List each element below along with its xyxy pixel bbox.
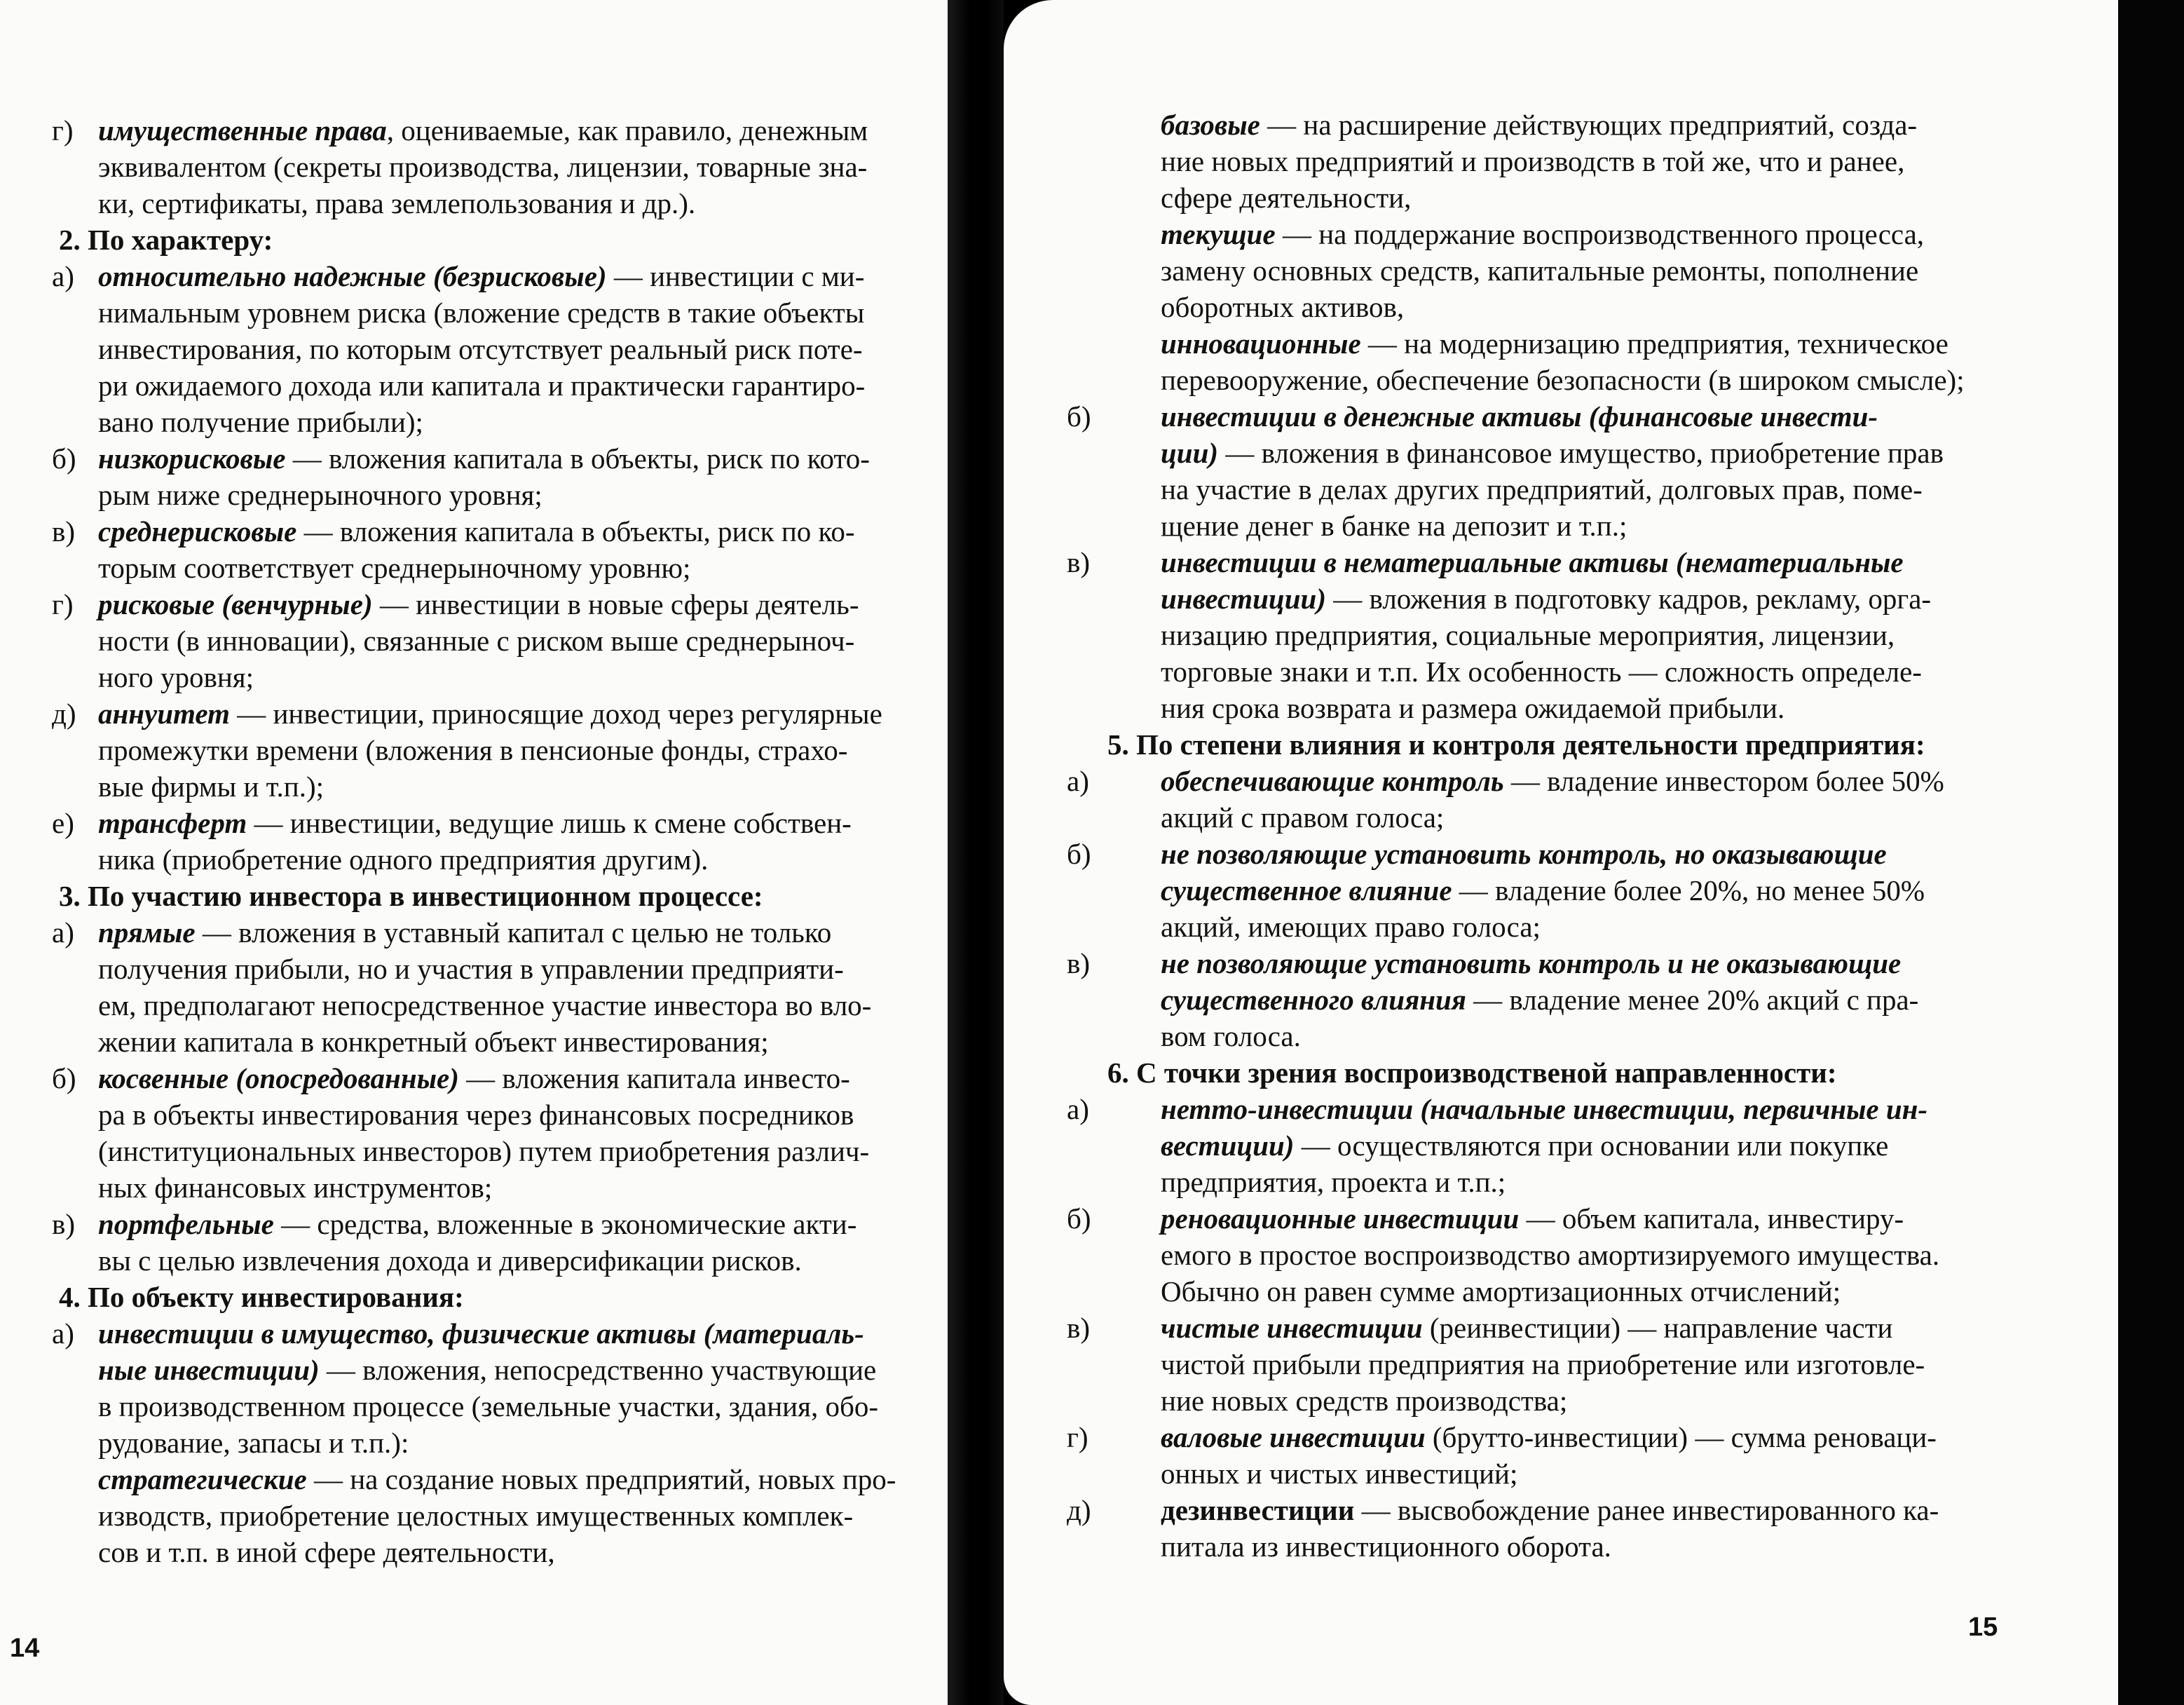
line-text: ние новых предприятий и производств в той же, что и ранее,: [1161, 145, 1905, 177]
text-line: [1067, 1419, 2005, 1455]
text-line: [45, 149, 948, 185]
line-text: сов и т.п. в иной сфере деятельности,: [98, 1536, 555, 1568]
text-line: [45, 1497, 948, 1534]
line-text: — вложения капитала в объекты, риск по ко-: [296, 515, 855, 548]
emphasized-term: ции): [1161, 437, 1219, 469]
list-marker: г): [1067, 1421, 1088, 1453]
text-line: [1107, 653, 2005, 690]
text-line: [1107, 872, 2005, 909]
list-marker: в): [1067, 947, 1091, 979]
emphasized-term: нетто-инвестиции (начальные инвестиции, первичные ин-: [1161, 1093, 1928, 1125]
right-page-text: [1067, 107, 2005, 1565]
text-line: [1067, 1492, 2005, 1528]
text-line: [45, 586, 948, 623]
text-line: [45, 768, 948, 805]
text-line: [1107, 1018, 2005, 1054]
emphasized-term: обеспечивающие контроль: [1161, 765, 1504, 797]
list-marker: а): [52, 1317, 74, 1350]
text-line: [45, 805, 948, 841]
text-line: [45, 1024, 948, 1060]
text-line: [45, 659, 948, 695]
line-text: Обычно он равен сумме амортизационных отчислений;: [1161, 1275, 1841, 1307]
line-text: акций с правом голоса;: [1161, 801, 1445, 834]
line-text: — вложения капитала в объекты, риск по кото-: [285, 442, 870, 475]
text-line: [45, 1206, 948, 1242]
line-text: — на модернизацию предприятия, техническое: [1360, 327, 1948, 360]
list-marker: в): [1067, 1312, 1091, 1344]
text-line: [1107, 143, 2005, 179]
line-text: эквивалентом (секреты производства, лицензии, товарные зна-: [98, 151, 868, 183]
text-line: [1107, 690, 2005, 726]
line-text: , оцениваемые, как правило, денежным: [386, 114, 868, 147]
line-text: перевооружение, обеспечение безопасности (в широком смысле);: [1161, 364, 1965, 396]
line-text: предприятия, проекта и т.п.;: [1161, 1166, 1506, 1198]
line-text: емого в простое воспроизводство амортизируемого имущества.: [1161, 1239, 1940, 1271]
book-gutter: [948, 0, 1004, 1705]
text-line: [1107, 799, 2005, 836]
text-line: [45, 1352, 948, 1388]
text-line: [1107, 1164, 2005, 1200]
emphasized-term: существенное влияние: [1161, 874, 1452, 906]
emphasized-term: среднерисковые: [98, 515, 297, 548]
emphasized-term: реновационные инвестиции: [1161, 1202, 1520, 1235]
list-marker: д): [52, 698, 76, 730]
line-text: рым ниже среднерыночного уровня;: [98, 479, 542, 511]
text-line: [1067, 544, 2005, 580]
text-line: [1107, 216, 2005, 252]
emphasized-term: ные инвестиции): [98, 1354, 320, 1386]
line-text: ника (приобретение одного предприятия другим).: [98, 843, 709, 876]
text-line: [1107, 909, 2005, 945]
text-line: [45, 914, 948, 951]
text-line: [45, 550, 948, 586]
line-text: (институциональных инвесторов) путем приобретения различ-: [98, 1135, 870, 1167]
line-text: промежутки времени (вложения в пенсионые фонды, страхо-: [98, 734, 848, 766]
section-heading: 5. По степени влияния и контроля деятельности предприятия:: [1107, 728, 1925, 761]
line-text: — владение более 20%, но менее 50%: [1452, 874, 1925, 906]
line-text: низацию предприятия, социальные мероприятия, лицензии,: [1161, 619, 1895, 651]
line-text: ного уровня;: [98, 661, 254, 693]
line-text: онных и чистых инвестиций;: [1161, 1458, 1518, 1490]
emphasized-term: стратегические: [98, 1463, 307, 1495]
text-line: [1107, 325, 2005, 362]
emphasized-term: базовые: [1161, 109, 1260, 141]
line-text: ние новых средств производства;: [1161, 1385, 1568, 1417]
text-line: [45, 623, 948, 659]
line-text: питала из инвестиционного оборота.: [1161, 1530, 1611, 1563]
line-text: — вложения в финансовое имущество, приобретение прав: [1218, 437, 1944, 469]
text-line: [1107, 179, 2005, 216]
emphasized-term: инвестиции): [1161, 583, 1326, 615]
line-text: — на создание новых предприятий, новых про-: [306, 1463, 896, 1495]
list-marker: а): [1067, 1093, 1089, 1125]
line-text: — вложения в уставный капитал с целью не только: [195, 916, 832, 949]
line-text: акций, имеющих право голоса;: [1161, 911, 1541, 943]
line-text: вы с целью извлечения дохода и диверсификации рисков.: [98, 1244, 802, 1277]
text-line: [1067, 763, 2005, 799]
line-text: — инвестиции с ми-: [606, 260, 865, 292]
text-line: [1107, 289, 2005, 325]
line-text: ри ожидаемого дохода или капитала и практически гарантиро-: [98, 369, 866, 402]
text-line: [1067, 1310, 2005, 1346]
section-heading: 3. По участию инвестора в инвестиционном процессе:: [59, 880, 763, 912]
text-line: [1107, 362, 2005, 398]
list-marker: г): [52, 588, 74, 620]
line-text: оборотных активов,: [1161, 291, 1405, 323]
text-line: [1107, 1273, 2005, 1310]
line-text: ности (в инновации), связанные с риском выше среднерыноч-: [98, 625, 855, 657]
text-line: [45, 987, 948, 1024]
text-line: [45, 331, 948, 367]
line-text: — на поддержание воспроизводственного процесса,: [1275, 218, 1925, 250]
list-marker: б): [52, 442, 76, 475]
line-text: в производственном процессе (земельные участки, здания, обо-: [98, 1390, 878, 1422]
text-line: [45, 477, 948, 513]
text-line: [1067, 1091, 2005, 1127]
right-page: [1004, 0, 2118, 1705]
line-text: — инвестиции, приносящие доход через регулярные: [229, 698, 882, 730]
list-marker: а): [52, 260, 74, 292]
line-text: — высвобождение ранее инвестированного ка-: [1354, 1494, 1939, 1526]
line-text: — инвестиции, ведущие лишь к смене собствен-: [247, 807, 852, 839]
text-line: [1067, 945, 2005, 981]
line-text: ки, сертификаты, права землепользования и др.).: [98, 187, 696, 219]
line-text: замену основных средств, капитальные ремонты, пополнение: [1161, 254, 1919, 287]
text-line: [1067, 398, 2005, 435]
scan-edge: [2118, 0, 2184, 1705]
line-text: ем, предполагают непосредственное участие инвестора во вло-: [98, 989, 872, 1021]
left-page: [0, 0, 948, 1705]
line-text: — инвестиции в новые сферы деятель-: [372, 588, 859, 620]
emphasized-term: инвестиции в нематериальные активы (нематериальные: [1161, 546, 1904, 578]
emphasized-term: валовые инвестиции: [1161, 1421, 1426, 1453]
text-line: [45, 367, 948, 404]
emphasized-term: инновационные: [1161, 327, 1361, 360]
text-line: [45, 112, 948, 149]
line-text: — вложения в подготовку кадров, рекламу, орга-: [1326, 583, 1932, 615]
line-text: вые фирмы и т.п.);: [98, 770, 324, 803]
line-text: — объем капитала, инвестиру-: [1519, 1202, 1904, 1235]
bold-term: дезинвестиции: [1161, 1494, 1355, 1526]
text-line: [45, 695, 948, 732]
emphasized-term: аннуитет: [98, 698, 230, 730]
emphasized-term: существенного влияния: [1161, 984, 1466, 1016]
list-marker: в): [1067, 546, 1091, 578]
emphasized-term: портфельные: [98, 1208, 274, 1240]
text-line: [1107, 1383, 2005, 1419]
line-text: жении капитала в конкретный объект инвестирования;: [98, 1026, 769, 1058]
page-number: 15: [1968, 1612, 1998, 1642]
text-line: [45, 294, 948, 331]
line-text: сфере деятельности,: [1161, 182, 1412, 214]
line-text: — владение менее 20% акций с пра-: [1466, 984, 1919, 1016]
line-text: ных финансовых инструментов;: [98, 1171, 493, 1204]
emphasized-term: вестиции): [1161, 1129, 1295, 1162]
line-text: торым соответствует среднерыночному уровню;: [98, 552, 691, 584]
list-marker: г): [52, 114, 74, 147]
page-number: 14: [10, 1633, 40, 1663]
text-line: [1107, 508, 2005, 544]
line-text: — средства, вложенные в экономические акти-: [273, 1208, 857, 1240]
text-line: [45, 513, 948, 550]
list-marker: а): [52, 916, 74, 949]
line-text: вом голоса.: [1161, 1020, 1301, 1052]
text-line: [45, 1388, 948, 1425]
line-text: ра в объекты инвестирования через финансовых посредников: [98, 1099, 854, 1131]
emphasized-term: относительно надежные (безрисковые): [98, 260, 607, 292]
line-text: на участие в делах других предприятий, долговых прав, поме-: [1161, 473, 1923, 505]
text-line: [1107, 617, 2005, 653]
text-line: [1107, 252, 2005, 289]
line-text: рудование, запасы и т.п.):: [98, 1427, 409, 1459]
list-marker: б): [1067, 838, 1091, 870]
emphasized-term: прямые: [98, 916, 196, 949]
line-text: торговые знаки и т.п. Их особенность — сложность определе-: [1161, 655, 1922, 688]
line-text: ния срока возврата и размера ожидаемой прибыли.: [1161, 692, 1785, 724]
line-text: чистой прибыли предприятия на приобретение или изготовле-: [1161, 1348, 1925, 1380]
text-line: [1107, 580, 2005, 617]
text-line: [45, 404, 948, 440]
text-line: [1067, 836, 2005, 872]
emphasized-term: текущие: [1161, 218, 1276, 250]
text-line: [1107, 1455, 2005, 1492]
list-marker: е): [52, 807, 74, 839]
text-line: [1107, 1528, 2005, 1565]
text-line: [1067, 1200, 2005, 1237]
text-line: [45, 841, 948, 878]
text-line: [1107, 1237, 2005, 1273]
list-marker: д): [1067, 1494, 1091, 1526]
section-heading: 4. По объекту инвестирования:: [59, 1281, 464, 1313]
text-line: [45, 732, 948, 768]
section-heading: 2. По характеру:: [59, 224, 273, 256]
text-line: [1107, 107, 2005, 143]
line-text: (брутто-инвестиции) — сумма реноваци-: [1425, 1421, 1937, 1453]
text-line: [45, 258, 948, 294]
line-text: инвестирования, по которым отсутствует реальный риск поте-: [98, 333, 863, 365]
line-text: — осуществляются при основании или покупке: [1294, 1129, 1889, 1162]
line-text: — вложения, непосредственно участвующие: [319, 1354, 877, 1386]
emphasized-term: рисковые (венчурные): [98, 588, 373, 620]
text-line: [45, 1461, 948, 1497]
emphasized-term: низкорисковые: [98, 442, 286, 475]
list-marker: б): [1067, 1202, 1091, 1235]
list-marker: б): [1067, 400, 1091, 433]
line-text: получения прибыли, но и участия в управлении предприяти-: [98, 953, 844, 985]
line-text: вано получение прибыли);: [98, 406, 423, 438]
line-text: — на расширение действующих предприятий, созда-: [1260, 109, 1918, 141]
text-line: [45, 1534, 948, 1570]
emphasized-term: чистые инвестиции: [1161, 1312, 1423, 1344]
text-line: [1107, 1127, 2005, 1164]
text-line: [45, 951, 948, 987]
section-heading: 6. С точки зрения воспроизводственой направленности:: [1107, 1057, 1837, 1089]
text-line: [45, 1060, 948, 1096]
line-text: — вложения капитала инвесто-: [458, 1062, 850, 1094]
list-marker: в): [52, 515, 76, 548]
emphasized-term: трансферт: [98, 807, 247, 839]
list-marker: а): [1067, 765, 1089, 797]
line-text: нимальным уровнем риска (вложение средств в такие объекты: [98, 297, 865, 329]
text-line: [1107, 1346, 2005, 1383]
emphasized-term: косвенные (опосредованные): [98, 1062, 459, 1094]
emphasized-term: не позволяющие установить контроль, но оказывающие: [1161, 838, 1887, 870]
emphasized-term: имущественные права: [98, 114, 387, 147]
line-text: — владение инвестором более 50%: [1503, 765, 1944, 797]
line-text: (реинвестиции) — направление части: [1422, 1312, 1893, 1344]
text-line: [45, 185, 948, 222]
emphasized-term: не позволяющие установить контроль и не оказывающие: [1161, 947, 1902, 979]
text-line: [1107, 435, 2005, 471]
list-marker: в): [52, 1208, 76, 1240]
text-line: [45, 1169, 948, 1206]
line-text: изводств, приобретение целостных имущественных комплек-: [98, 1500, 854, 1532]
text-line: [45, 1425, 948, 1461]
left-page-text: [45, 112, 948, 1570]
text-line: [45, 1242, 948, 1279]
list-marker: б): [52, 1062, 76, 1094]
text-line: [45, 440, 948, 477]
line-text: щение денег в банке на депозит и т.п.;: [1161, 510, 1627, 542]
text-line: [1107, 981, 2005, 1018]
text-line: [45, 1315, 948, 1352]
emphasized-term: инвестиции в денежные активы (финансовые инвести-: [1161, 400, 1878, 433]
text-line: [45, 1096, 948, 1133]
text-line: [45, 1133, 948, 1169]
emphasized-term: инвестиции в имущество, физические активы (материаль-: [98, 1317, 864, 1350]
text-line: [1107, 471, 2005, 508]
